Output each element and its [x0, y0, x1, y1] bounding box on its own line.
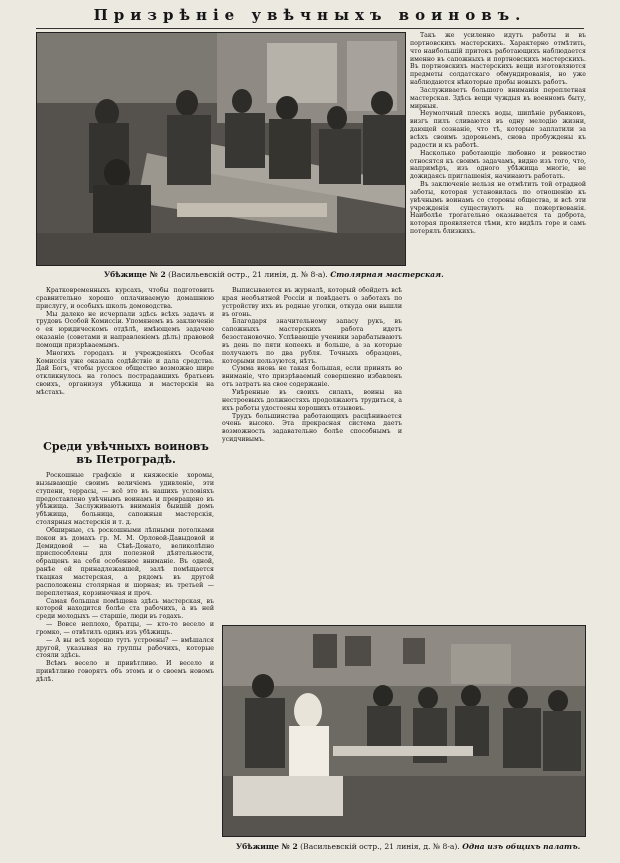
paragraph: Всѣмъ весело и привѣтливо. И весело и привѣтливо говорятъ объ этомъ и о своемъ новомъ дѣлѣ.: [36, 660, 214, 683]
photo1-caption-lead: Убѣжище № 2: [104, 270, 166, 279]
photo2-caption: [236, 842, 580, 851]
photo-carpentry-workshop: [36, 32, 406, 266]
photo2-caption-title: Одна изъ общихъ палатъ.: [462, 842, 581, 851]
paragraph: Многихъ городахъ и учрежденiяхъ Особая Комиссiя уже оказала содѣйствiе и дала средства. Дай Богъ, чтобы русское общество возможно шире откликнулось на голосъ пострадавшихъ братьевъ своихъ, организуя убѣжища и мастерскiя на мѣстахъ.: [36, 349, 214, 396]
paragraph: Кратковременныхъ курсахъ, чтобы подготовить сравнительно хорошо оплачиваемую домашнюю прислугу, и особыхъ школъ домоводства.: [36, 287, 214, 310]
paragraph: Благодаря значительному запасу рукъ, въ сапожныхъ мастерскихъ работа идетъ безостановочно. Успѣвающiе ученики зарабатываютъ въ день по пяти копеекъ и больше, а за которые получаютъ по два рубля. Точныхъ образцовъ, которыми пользуются, нѣтъ.: [222, 318, 402, 365]
paragraph: Обширные, съ роскошными лѣпными потолками покои въ домахъ гр. М. М. Орловой-Давыдовой и Демидовой — на Сѣвѣ-Донато, великолѣпно приспособлены для полезной дѣятельности, обращенъ на себя особенное вниманiе. Въ одной, ранѣе ей принадлежавшей, залѣ помѣщается ткацкая мастерская, а рядомъ въ другой расположены столярная и шорная; въ третьей — переплетная, корзиночная и проч.: [36, 526, 214, 597]
paragraph: Насколько работающiе любовно и ревностно относятся къ своимъ задачамъ, видно изъ того, что, напримѣръ, изъ одного убѣжища многiе, не дожидаясь приглашенiя, начинаютъ работать.: [410, 149, 586, 181]
paragraph: Въ заключенiе нельзя не отмѣтить той отрадной заботы, которая установилась по отношенiю къ увѣчнымъ воинамъ со стороны общества, и всѣ эти учрежденiя существуютъ на пожертвованiя. Наиболѣе трогательно оказывается та доброта, которая проявляется тѣми, кто видѣлъ горе и самъ потерялъ близкихъ.: [410, 181, 586, 236]
paragraph: Сумма вновь не такая большая, если принять во вниманiе, что призрѣваемый совершенно избавленъ отъ затратъ на свое содержанiе.: [222, 365, 402, 389]
paragraph: Уиѣренные въ своихъ силахъ, воины на нестроевыхъ должностяхъ продолжаютъ трудиться, а ихъ работы удостоены хорошихъ отзывовъ.: [222, 388, 402, 412]
paragraph: — А вы всѣ хорошо тутъ устроены? — вмѣшался другой, указывая на группы рабочихъ, которые стояли здѣсь.: [36, 636, 214, 660]
paragraph: Такъ же усиленно идутъ работы и въ портновскихъ мастерскихъ. Характерно отмѣтить, что наибольшiй притокъ работающихъ наблюдается именно въ сапожныхъ и портновскихъ мастерскихъ. Въ портновскихъ мастерскихъ вещи изготовляются предметы солдатскаго обмундированiя, но уже наблюдаются нѣкоторые пробы новыхъ работъ.: [410, 32, 586, 87]
paragraph: Трудъ большинства работающихъ расцѣнивается очень высоко. Эта прекрасная система даетъ возможность задавательно болѣе способнымъ и усидчивымъ.: [222, 412, 402, 444]
masthead-title: Призрѣнiе увѣчныхъ воиновъ.: [93, 6, 527, 24]
right-column-text: [410, 32, 586, 587]
paragraph: Самая большая помѣщена здѣсь мастерская, въ которой находится болѣе ста рабочихъ, а въ ней среди молодыхъ — старшiе, люди въ годахъ.: [36, 597, 214, 621]
photo1-caption: [104, 270, 444, 279]
paragraph: Заслуживаетъ большого вниманiя переплетная мастерская. Здѣсь вещи чуждыя въ военномъ быту, мирныя.: [410, 86, 586, 110]
left-column-bottom-text: [36, 472, 214, 857]
photo-common-ward: [222, 625, 586, 837]
carpentry-workshop-image: [37, 33, 405, 265]
photo1-caption-title: Столярная мастерская.: [330, 270, 444, 279]
middle-column-text: [222, 287, 402, 617]
paragraph: Выписываются въ журналѣ, который обойдетъ всѣ края необъятной Россiи и повѣдаетъ о заботахъ по устройству ихъ въ родные уголки, откуда они вышли въ огонь.: [222, 287, 402, 318]
paragraph: — Вовсе неплохо, братцы, — кто-то весело и громко, — отвѣтилъ одинъ изъ убѣжищъ.: [36, 621, 214, 636]
masthead-rule: [36, 28, 584, 29]
paragraph: Мы далеко не исчерпали здѣсь всѣхъ задачъ и трудовъ Особой Комиссiи. Упомянемъ въ заключенiе о ея юридическомъ отдѣлѣ, имѣющемъ задачею оказанiе (советами и направленiемъ дѣлъ) правовой помощи призрѣваемымъ.: [36, 310, 214, 349]
photo2-caption-lead: Убѣжище № 2: [236, 842, 298, 851]
paragraph: Роскошные графскiе и княжескiе хоромы, вызывающiе своимъ величiемъ удивленiе, эти ступени, террасы, — всё это въ нашихъ условiяхъ предоставлено увѣчнымъ воинамъ и превращено въ убѣжища. Заслуживаютъ вниманiя бывшiй домъ убѣжища, больница, сапожныя мастерскiя, столярныя мастерскiя и т. д.: [36, 472, 214, 527]
left-column-top-text: [36, 287, 214, 437]
photo2-caption-address: (Васильевскiй остр., 21 линiя, д. № 8-а).: [300, 842, 460, 851]
common-ward-image: [223, 626, 585, 836]
article-heading: Среди увѣчныхъ воиновъ въ Петроградѣ.: [43, 440, 209, 466]
photo1-caption-address: (Васильевскiй остр., 21 линiя, д. № 8-а).: [168, 270, 328, 279]
paragraph: Неумолчный плескъ воды, шипѣнiе рубанковъ, визгъ пилъ сливаются въ одну мелодiю жизни, дающей сознанiе, что тѣ, которые заплатили за всѣхъ своимъ здоровьемъ, снова пробуждены къ радости и къ работѣ.: [410, 110, 586, 149]
